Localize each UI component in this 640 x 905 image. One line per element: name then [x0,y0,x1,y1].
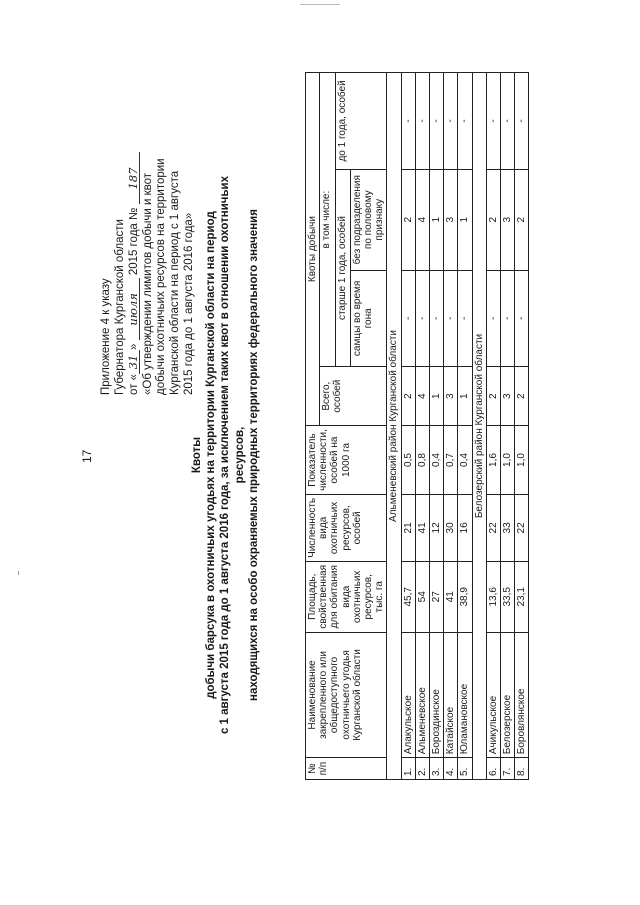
cell-num: 6. [486,758,500,780]
cell-area: 33,5 [501,561,515,632]
cell-name: Ачикульское [486,632,500,758]
table-row [515,73,529,780]
cell-nosex: 1 [458,169,472,270]
cell-total: 1 [430,367,444,426]
appendix-line-7: 2015 года до 1 августа 2016 года» [182,212,195,395]
cell-nosex: 2 [486,169,500,270]
cell-total: 2 [515,367,529,426]
cell-name: Катайское [444,632,458,758]
header-quota: Квоты добычи [306,73,320,426]
cell-area: 38,9 [458,561,472,632]
decree-number: 187 [127,152,140,204]
cell-num: 4. [444,758,458,780]
cell-total: 3 [501,367,515,426]
header-num: № п/п [306,758,387,780]
cell-area: 13,6 [486,561,500,632]
scan-edge-mark [300,4,340,5]
appendix-header [100,95,196,395]
date-sep: » [128,343,141,350]
cell-nosex: 1 [430,169,444,270]
header-count: Численность вида охотничьих ресурсов, особей [306,494,387,561]
title-line-4: находящихся на особо охраняемых природных территориях федерального значения [247,209,260,701]
cell-num: 5. [458,758,472,780]
cell-density: 1,0 [515,426,529,495]
cell-young: - [458,73,472,170]
cell-young: - [401,73,415,170]
header-name: Наименование закрепленного или общедоступного охотничьего угодья Курганской области [306,632,387,758]
section-row [472,73,486,780]
cell-num: 3. [430,758,444,780]
date-prefix: от « [128,373,141,395]
appendix-line-4: «Об утверждении лимитов добычи и квот [141,172,154,395]
date-month: июля [127,278,140,340]
title-line-1: Квоты [191,436,203,474]
appendix-line-6: Курганской области на период с 1 августа [168,170,181,395]
section-row [387,73,401,780]
appendix-line-5: добычи охотничьих ресурсов на территории [155,158,168,395]
cell-count: 21 [401,494,415,561]
cell-count: 33 [501,494,515,561]
cell-area: 23,1 [515,561,529,632]
cell-males: - [444,270,458,367]
cell-total: 2 [486,367,500,426]
cell-num: 8. [515,758,529,780]
cell-young: - [444,73,458,170]
cell-density: 0,5 [401,426,415,495]
cell-young: - [486,73,500,170]
cell-males: - [515,270,529,367]
header-area: Площадь, свойственная для обитания вида охотничьих ресурсов, тыс. га [306,561,387,632]
header-incl: в том числе: [320,73,335,367]
cell-total: 4 [415,367,429,426]
header-row-1 [306,73,320,780]
cell-males: - [458,270,472,367]
cell-nosex: 4 [415,169,429,270]
cell-total: 2 [401,367,415,426]
cell-density: 0,8 [415,426,429,495]
quota-table [305,72,529,780]
table-row [501,73,515,780]
cell-young: - [501,73,515,170]
table-row [430,73,444,780]
header-older: старше 1 года, особей [335,169,350,366]
title-line-2: добычи барсука в охотничьих угодьях на территории Курганской области на период [205,211,218,699]
cell-count: 22 [515,494,529,561]
cell-density: 0,4 [458,426,472,495]
cell-young: - [515,73,529,170]
cell-num: 7. [501,758,515,780]
header-young: до 1 года, особей [335,73,387,170]
date-day: 31 [127,350,140,374]
appendix-date-line [127,95,142,395]
cell-count: 12 [430,494,444,561]
cell-density: 0,7 [444,426,458,495]
cell-name: Алакульское [401,632,415,758]
cell-young: - [430,73,444,170]
cell-total: 3 [444,367,458,426]
cell-name: Альменевское [415,632,429,758]
scan-speck [18,571,19,575]
cell-count: 22 [486,494,500,561]
cell-males: - [501,270,515,367]
section-title: Альменевский район Курганской области [387,73,401,780]
table-row [458,73,472,780]
cell-males: - [430,270,444,367]
date-year: 2015 года № [128,207,141,276]
cell-count: 30 [444,494,458,561]
cell-nosex: 3 [444,169,458,270]
table-body [387,73,529,780]
table-row [486,73,500,780]
header-nosex: без подразделения по половому признаку [350,169,387,270]
section-title: Белозерский район Курганской области [472,73,486,780]
cell-area: 54 [415,561,429,632]
cell-young: - [415,73,429,170]
cell-males: - [401,270,415,367]
cell-nosex: 2 [401,169,415,270]
appendix-line-1: Приложение 4 к указу [100,278,112,395]
cell-males: - [486,270,500,367]
cell-area: 27 [430,561,444,632]
cell-num: 1. [401,758,415,780]
cell-area: 45,7 [401,561,415,632]
table-row [415,73,429,780]
cell-name: Юламановское [458,632,472,758]
cell-count: 41 [415,494,429,561]
cell-nosex: 3 [501,169,515,270]
cell-density: 1,0 [501,426,515,495]
cell-area: 41 [444,561,458,632]
table-row [444,73,458,780]
page-number: 17 [80,449,94,463]
cell-name: Боровлянское [515,632,529,758]
cell-total: 1 [458,367,472,426]
header-density: Показатель численности, особей на 1000 га [306,426,387,495]
cell-name: Белозерское [501,632,515,758]
table-row [401,73,415,780]
cell-nosex: 2 [515,169,529,270]
title-line-3: с 1 августа 2015 года до 1 августа 2016 года, за исключением таких квот в отношении охотничьих ресурсов, [219,175,246,735]
document-title [190,155,261,755]
cell-count: 16 [458,494,472,561]
cell-males: - [415,270,429,367]
cell-density: 0,4 [430,426,444,495]
header-males: самцы во время гона [350,270,387,367]
cell-num: 2. [415,758,429,780]
header-total: Всего, особей [320,367,387,426]
appendix-line-2: Губернатора Курганской области [113,219,126,395]
cell-name: Бороздинское [430,632,444,758]
cell-density: 1,6 [486,426,500,495]
